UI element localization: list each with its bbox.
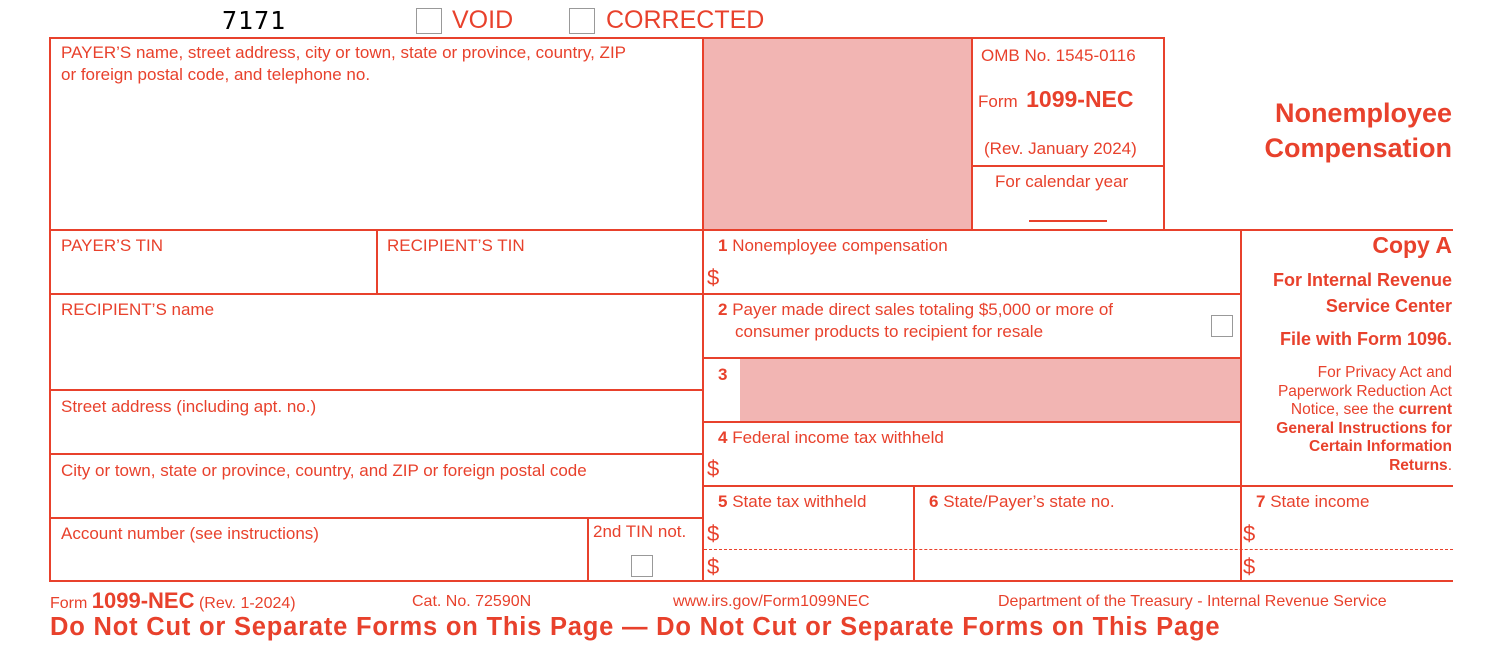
account-number-label: Account number (see instructions) — [61, 524, 319, 543]
form-title-line2: Compensation — [1264, 133, 1452, 163]
footer-form-name: 1099-NEC — [91, 588, 195, 613]
rule — [1163, 37, 1165, 230]
copy-a-file-with: File with Form 1096. — [1279, 329, 1452, 349]
privacy-line6-b: . — [1447, 456, 1452, 474]
rule — [971, 37, 973, 230]
payer-info-label-line2: or foreign postal code, and telephone no. — [61, 65, 371, 84]
box1-label — [718, 235, 948, 257]
street-address-label: Street address (including apt. no.) — [61, 397, 317, 416]
box7-field-row2[interactable] — [1262, 551, 1452, 579]
box4-label — [718, 427, 944, 449]
calendar-year-field[interactable] — [1029, 196, 1107, 220]
box5-field-row1[interactable] — [726, 518, 910, 548]
rule — [49, 580, 1453, 582]
recipient-tin-field[interactable] — [379, 258, 700, 292]
box7-number: 7 — [1256, 492, 1266, 511]
footer-url[interactable]: www.irs.gov/Form1099NEC — [673, 593, 870, 610]
box2-number: 2 — [718, 300, 728, 319]
omb-rev: (Rev. January 2024) — [984, 139, 1137, 158]
recipient-name-label: RECIPIENT’S name — [61, 300, 215, 319]
rule — [913, 485, 915, 582]
box4-dollar: $ — [707, 456, 720, 481]
footer-cat-no: Cat. No. 72590N — [412, 593, 532, 610]
box5-label — [718, 491, 866, 513]
rule — [49, 389, 704, 391]
rule — [702, 293, 1242, 295]
box7-field-row1[interactable] — [1262, 518, 1452, 548]
box2-line1 — [718, 299, 1113, 321]
box3-shaded — [740, 358, 1241, 421]
privacy-line4: General Instructions for — [1276, 419, 1452, 437]
shaded-area-top — [703, 38, 972, 230]
city-field[interactable] — [52, 484, 700, 516]
privacy-notice — [1243, 364, 1452, 475]
copy-a-irs — [1244, 267, 1452, 319]
privacy-line6 — [1243, 457, 1452, 476]
dashed-divider — [704, 549, 1453, 550]
recipient-tin-label: RECIPIENT’S TIN — [387, 236, 525, 255]
box5-text: State tax withheld — [732, 492, 867, 511]
box2-text-line1: Payer made direct sales totaling $5,000 or more of — [732, 300, 1114, 319]
form-title-line1: Nonemployee — [1274, 98, 1452, 128]
box7-text: State income — [1270, 492, 1370, 511]
second-tin-label: 2nd TIN not. — [593, 522, 687, 541]
account-number-field[interactable] — [52, 548, 585, 579]
box4-text: Federal income tax withheld — [732, 428, 944, 447]
box6-text: State/Payer’s state no. — [943, 492, 1115, 511]
box6-number: 6 — [929, 492, 939, 511]
rule — [49, 453, 704, 455]
rule — [971, 165, 1165, 167]
city-label: City or town, state or province, country, and ZIP or foreign postal code — [61, 461, 587, 480]
rule — [702, 357, 1242, 359]
rule — [49, 517, 704, 519]
rule — [1240, 485, 1242, 582]
copy-a-irs-line2: Service Center — [1325, 296, 1452, 316]
box6-label — [929, 491, 1115, 513]
privacy-line6-a: Returns — [1389, 456, 1448, 474]
privacy-line1: For Privacy Act and — [1317, 364, 1452, 381]
rule — [702, 37, 704, 582]
box2-checkbox[interactable] — [1211, 315, 1233, 337]
rule — [587, 517, 589, 582]
rule — [702, 421, 1242, 423]
omb-form-prefix: Form — [978, 92, 1018, 111]
box6-field-row1[interactable] — [917, 518, 1237, 548]
box5-number: 5 — [718, 492, 728, 511]
copy-a-title: Copy A — [1372, 232, 1452, 258]
calendar-year-label: For calendar year — [995, 172, 1129, 191]
rule — [49, 37, 1164, 39]
box1-field[interactable] — [726, 262, 1236, 292]
payer-info-label-line1: PAYER’S name, street address, city or town, state or province, country, ZIP — [61, 43, 627, 62]
privacy-line3 — [1243, 401, 1452, 420]
footer-department: Department of the Treasury - Internal Revenue Service — [998, 593, 1387, 610]
privacy-line2: Paperwork Reduction Act — [1277, 382, 1452, 400]
corrected-checkbox[interactable] — [569, 8, 595, 34]
void-label: VOID — [452, 6, 514, 34]
omb-number: OMB No. 1545-0116 — [981, 46, 1136, 65]
box4-number: 4 — [718, 428, 728, 447]
box5-dollar-row1: $ — [707, 521, 720, 546]
box4-field[interactable] — [726, 452, 1236, 483]
footer-form-prefix: Form — [50, 595, 88, 612]
do-not-cut-banner: Do Not Cut or Separate Forms on This Page — Do Not Cut or Separate Forms on This Page — [50, 613, 1221, 641]
omb-form-title — [978, 86, 1134, 113]
void-checkbox[interactable] — [416, 8, 442, 34]
copy-a-irs-line1: For Internal Revenue — [1272, 270, 1452, 290]
second-tin-checkbox[interactable] — [631, 555, 653, 577]
payer-tin-field[interactable] — [52, 258, 374, 292]
rule — [49, 229, 1453, 231]
box7-label — [1256, 491, 1369, 513]
omb-form-name: 1099-NEC — [1026, 86, 1134, 112]
box7-dollar-row1: $ — [1243, 521, 1256, 546]
box5-dollar-row2: $ — [707, 554, 720, 579]
box7-dollar-row2: $ — [1243, 554, 1256, 579]
box1-dollar: $ — [707, 265, 720, 290]
privacy-line5: Certain Information — [1309, 438, 1452, 455]
privacy-line3-a: Notice, see the — [1290, 401, 1399, 418]
street-address-field[interactable] — [52, 420, 700, 452]
box5-field-row2[interactable] — [726, 551, 910, 579]
box6-field-row2[interactable] — [917, 551, 1237, 579]
recipient-name-field[interactable] — [52, 322, 700, 388]
box1-text: Nonemployee compensation — [732, 236, 948, 255]
footer-form-id — [50, 588, 296, 614]
payer-info-field[interactable] — [52, 90, 700, 228]
box2-line2: consumer products to recipient for resale — [735, 322, 1044, 341]
footer-rev: (Rev. 1-2024) — [198, 595, 296, 612]
calendar-year-line — [1029, 220, 1107, 222]
form-title — [1168, 96, 1452, 166]
form-code: 7171 — [222, 6, 287, 35]
corrected-label: CORRECTED — [606, 6, 765, 34]
box3-number: 3 — [718, 365, 728, 384]
privacy-line3-b: current — [1398, 401, 1452, 418]
box1-number: 1 — [718, 236, 728, 255]
rule — [49, 37, 51, 582]
rule — [376, 229, 378, 295]
rule — [702, 485, 1453, 487]
payer-tin-label: PAYER’S TIN — [61, 236, 164, 255]
